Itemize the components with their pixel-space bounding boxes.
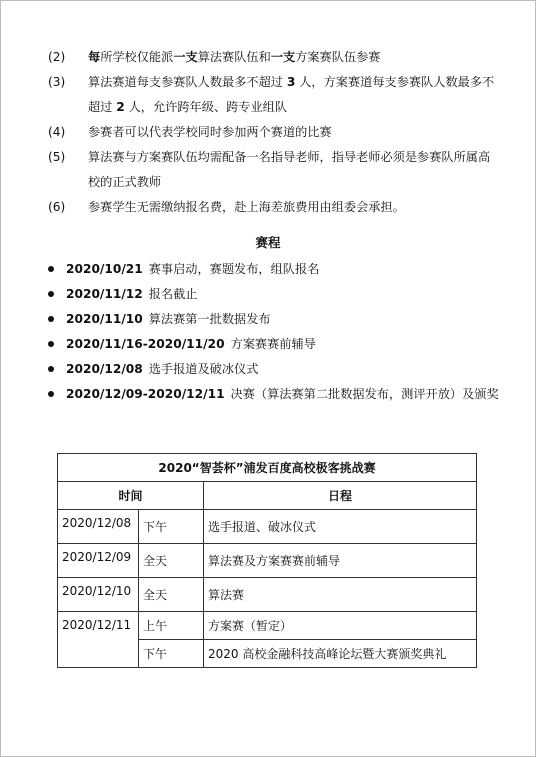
column-header-schedule: 日程 [204, 482, 477, 510]
rule-text-part: 人，方案赛道每支参赛队人数最多不超过 [88, 75, 495, 114]
cell-date: 2020/12/11 [58, 612, 139, 668]
rule-text-bold: 3 [286, 75, 296, 89]
rule-text-bold: 一支 [173, 50, 198, 64]
table-row [58, 612, 477, 640]
rule-number: (2) [48, 50, 66, 64]
schedule-item [48, 256, 518, 281]
schedule-text: 报名截止 [148, 287, 198, 301]
schedule-text: 选手报道及破冰仪式 [148, 362, 259, 376]
table-row [58, 544, 477, 578]
rule-item [48, 70, 498, 120]
schedule-item [48, 381, 518, 406]
bullet-icon [48, 391, 54, 397]
rule-item [48, 145, 498, 195]
schedule-date: 2020/10/21 [66, 261, 143, 276]
rule-text: 参赛学生无需缴纳报名费，赴上海差旅费用由组委会承担。 [88, 200, 405, 214]
schedule-text: 算法赛第一批数据发布 [148, 312, 271, 326]
rule-text-bold: 2 [116, 100, 125, 114]
schedule-date: 2020/11/10 [66, 311, 143, 326]
rule-text-part: 所学校仅能派 [100, 50, 174, 64]
cell-date: 2020/12/08 [58, 510, 139, 544]
bullet-icon [48, 366, 54, 372]
table-row [58, 578, 477, 612]
schedule-item [48, 356, 518, 381]
rule-item [48, 120, 498, 145]
cell-slot: 下午 [139, 640, 204, 668]
bullet-icon [48, 266, 54, 272]
bullet-icon [48, 291, 54, 297]
rule-text: 参赛者可以代表学校同时参加两个赛道的比赛 [88, 125, 332, 139]
rule-item [48, 45, 498, 70]
rule-number: (3) [48, 75, 66, 89]
rule-number: (4) [48, 125, 66, 139]
schedule-date: 2020/11/12 [66, 286, 143, 301]
rule-text [88, 70, 498, 120]
table-title-row [58, 454, 477, 482]
schedule-text: 决赛（算法赛第二批数据发布，测评开放）及颁奖 [230, 387, 499, 401]
rule-number: (5) [48, 150, 66, 164]
schedule-date: 2020/12/08 [66, 361, 143, 376]
rule-text: 算法赛与方案赛队伍均需配备一名指导老师，指导老师必须是参赛队所属高校的正式教师 [88, 150, 491, 189]
column-header-time: 时间 [58, 482, 204, 510]
cell-slot: 上午 [139, 612, 204, 640]
rule-text-bold: 每 [88, 50, 101, 64]
table-header-row [58, 482, 477, 510]
schedule-heading: 赛程 [255, 235, 281, 250]
rule-text-part: 人，允许跨年级、跨专业组队 [124, 100, 288, 114]
cell-event: 2020 高校金融科技高峰论坛暨大赛颁奖典礼 [204, 640, 477, 668]
rules-list [48, 45, 498, 220]
rule-number: (6) [48, 200, 66, 214]
cell-event: 方案赛（暂定） [204, 612, 477, 640]
schedule-date: 2020/11/16-2020/11/20 [66, 336, 225, 351]
rule-text-bold: 一支 [270, 50, 296, 64]
cell-date: 2020/12/10 [58, 578, 139, 612]
schedule-item [48, 331, 518, 356]
schedule-date: 2020/12/09-2020/12/11 [66, 386, 225, 401]
rule-text-part: 算法赛队伍和 [197, 50, 271, 64]
cell-slot: 下午 [139, 510, 204, 544]
bullet-icon [48, 341, 54, 347]
schedule-item [48, 281, 518, 306]
cell-slot: 全天 [139, 544, 204, 578]
rule-text-part: 方案赛队伍参赛 [295, 50, 381, 64]
schedule-text: 赛事启动，赛题发布，组队报名 [148, 262, 320, 276]
schedule-list [48, 256, 518, 406]
schedule-item [48, 306, 518, 331]
schedule-text: 方案赛赛前辅导 [230, 337, 316, 351]
rule-text [88, 45, 498, 70]
bullet-icon [48, 316, 54, 322]
cell-event: 算法赛及方案赛赛前辅导 [204, 544, 477, 578]
rule-text-part: 算法赛道每支参赛队人数最多不超过 [88, 75, 287, 89]
cell-slot: 全天 [139, 578, 204, 612]
table-row [58, 510, 477, 544]
agenda-table [57, 453, 477, 668]
rule-item [48, 195, 498, 220]
cell-date: 2020/12/09 [58, 544, 139, 578]
table-title: 2020“智荟杯”浦发百度高校极客挑战赛 [58, 454, 477, 482]
cell-event: 选手报道、破冰仪式 [204, 510, 477, 544]
cell-event: 算法赛 [204, 578, 477, 612]
